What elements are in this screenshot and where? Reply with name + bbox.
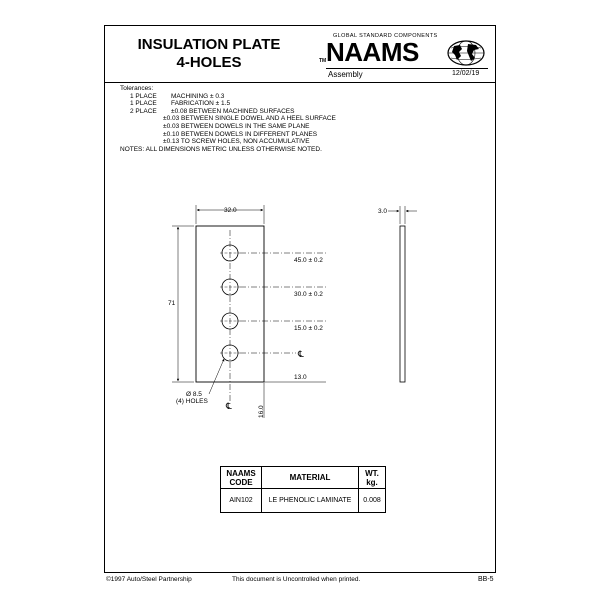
hole-position-dimension: 45.0 ± 0.2 <box>294 257 323 264</box>
footer-copyright: ©1997 Auto/Steel Partnership <box>106 576 192 583</box>
table-cell-code: AIN102 <box>221 489 262 513</box>
document-date: 12/02/19 <box>452 70 480 77</box>
place2-label: 2 PLACE <box>130 107 157 115</box>
table-header-material: MATERIAL <box>262 467 359 489</box>
hole-diameter-callout: Ø 8.5 <box>186 391 202 398</box>
table-cell-weight: 0.008 <box>359 489 386 513</box>
document-category: Assembly <box>328 70 363 79</box>
brand-logo-text: NAAMS <box>326 37 419 67</box>
title-line-2: 4-HOLES <box>176 54 242 71</box>
side-offset-dimension: 16.0 <box>258 405 265 418</box>
hole-callout-leader <box>209 359 224 394</box>
hole <box>220 345 240 361</box>
table-cell-material: LE PHENOLIC LAMINATE <box>262 489 359 513</box>
hole <box>220 245 240 261</box>
material-table <box>220 466 386 513</box>
hole-count-callout: (4) HOLES <box>176 398 208 405</box>
place1-machining: MACHINING ± 0.3 <box>171 92 225 100</box>
table-header-weight: WT. kg. <box>359 467 386 489</box>
place2-line: ±0.13 TO SCREW HOLES, NON ACCUMULATIVE <box>163 138 310 146</box>
hole <box>220 279 240 295</box>
tolerance-heading: Tolerances: <box>120 85 154 92</box>
brand-trademark: TM <box>319 58 327 64</box>
place1-label: 1 PLACE <box>130 92 157 100</box>
width-dimension: 32.0 <box>224 207 237 214</box>
place2-line: ±0.10 BETWEEN DOWELS IN DIFFERENT PLANES <box>163 130 318 138</box>
plate-side-view <box>400 226 405 382</box>
thickness-dimension: 3.0 <box>378 208 388 215</box>
footer-disclaimer: This document is Uncontrolled when printed. <box>232 576 361 583</box>
footer-page-number: BB-5 <box>478 576 494 583</box>
height-dimension: 71 <box>168 300 176 307</box>
centerline-symbol: ℄ <box>298 349 304 359</box>
place1-label-2: 1 PLACE <box>130 100 157 108</box>
brand-tagline: GLOBAL STANDARD COMPONENTS <box>333 33 438 39</box>
title-line-1: INSULATION PLATE <box>137 36 281 53</box>
general-note: NOTES: ALL DIMENSIONS METRIC UNLESS OTHERWISE NOTED. <box>120 145 322 153</box>
bottom-offset-dimension: 13.0 <box>294 374 307 381</box>
table-header-code: NAAMS CODE <box>221 467 262 489</box>
hole-position-dimension: 15.0 ± 0.2 <box>294 325 323 332</box>
place1-fabrication: FABRICATION ± 1.5 <box>171 100 231 108</box>
place2-line: ±0.03 BETWEEN DOWELS IN THE SAME PLANE <box>163 122 310 130</box>
centerline-symbol: ℄ <box>226 401 232 411</box>
hole-position-dimension: 30.0 ± 0.2 <box>294 291 323 298</box>
place2-line: ±0.08 BETWEEN MACHINED SURFACES <box>171 107 295 115</box>
place2-line: ±0.03 BETWEEN SINGLE DOWEL AND A HEEL SURFACE <box>163 115 336 123</box>
